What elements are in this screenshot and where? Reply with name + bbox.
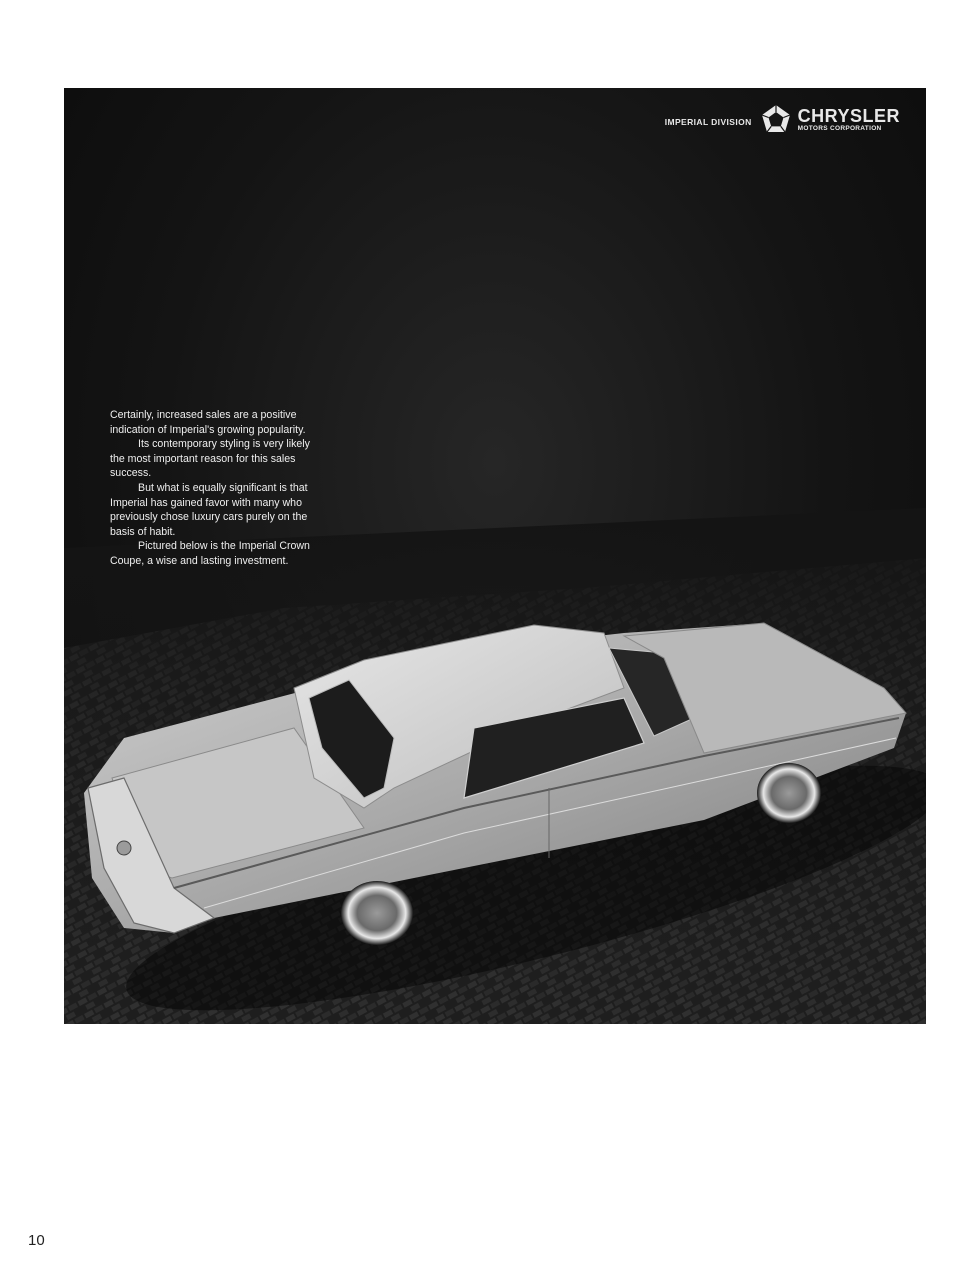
front-wheel xyxy=(757,763,821,823)
pentastar-icon xyxy=(760,104,792,136)
copy-paragraph-2: Its contemporary styling is very likely the most important reason for this sales success. xyxy=(110,438,310,480)
copy-paragraph-3: But what is equally significant is that Imperial has gained favor with many who previously chose luxury cars purely on the basis of habit. xyxy=(110,481,308,538)
ad-panel xyxy=(64,88,926,1024)
copy-paragraph-1: Certainly, increased sales are a positive indication of Imperial's growing popularity. xyxy=(110,409,306,436)
brand-name: CHRYSLER xyxy=(797,106,900,127)
page-number: 10 xyxy=(28,1232,45,1249)
chrysler-logo-block xyxy=(665,102,900,138)
rear-wheel xyxy=(341,881,413,945)
brand-names xyxy=(798,107,900,133)
division-label: IMPERIAL DIVISION xyxy=(664,117,752,127)
brand-subtitle: MOTORS CORPORATION xyxy=(797,125,882,133)
ad-body-copy xyxy=(110,408,310,569)
copy-paragraph-4: Pictured below is the Imperial Crown Coupe, a wise and lasting investment. xyxy=(110,540,310,567)
